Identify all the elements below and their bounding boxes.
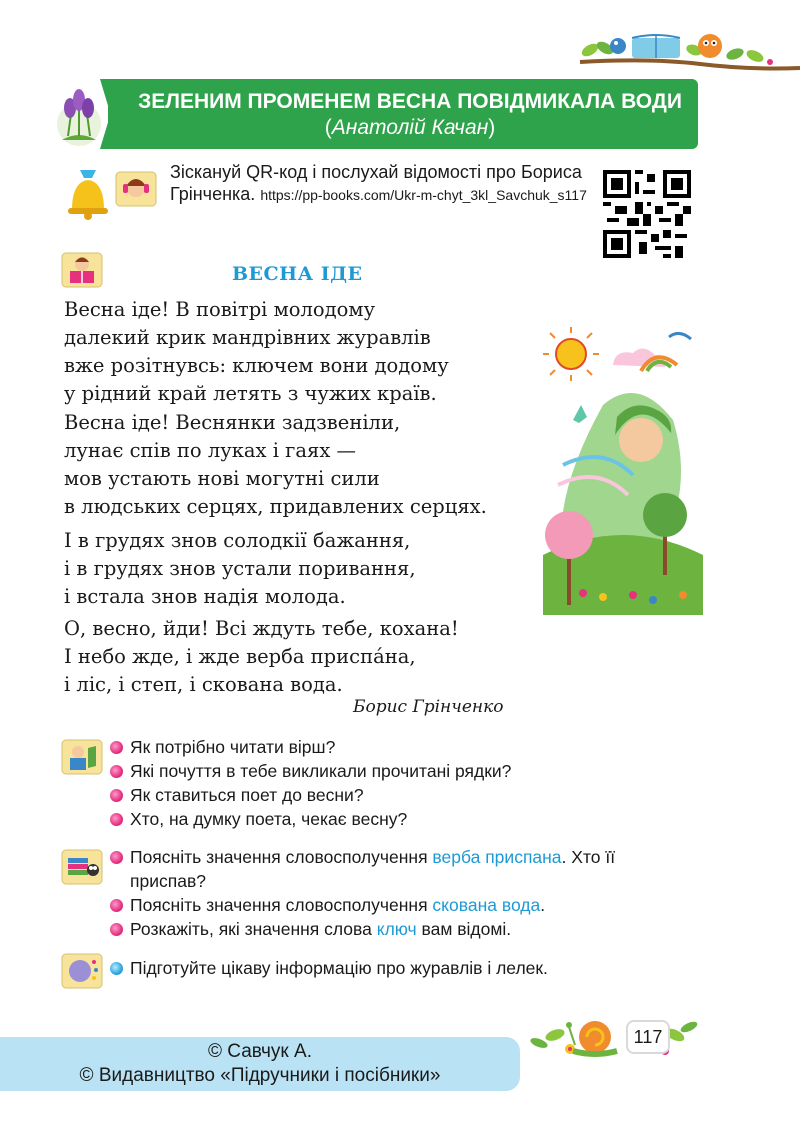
highlight-phrase: верба приспана	[432, 847, 562, 867]
question-item: Як ставиться поет до весни?	[110, 783, 407, 807]
bullet-icon	[110, 962, 123, 975]
task-item: Підготуйте цікаву інформацію про журавлів і лелек.	[110, 956, 548, 980]
poem-line: і ліс, і степ, і скована вода.	[64, 673, 343, 696]
question-list-1	[110, 735, 511, 783]
copyright	[20, 1040, 500, 1088]
poem-line: у рідний край летять з чужих країв.	[64, 382, 437, 405]
poem-line: мов устають нові могутні сили	[64, 467, 380, 490]
highlight-phrase: скована вода	[432, 895, 541, 915]
books-owl-badge-icon	[60, 846, 104, 886]
listen-badge-icon	[114, 168, 158, 208]
bullet-icon	[110, 765, 123, 778]
poem-line: Весна іде! В повітрі молодому	[64, 298, 376, 321]
page-number: 117	[626, 1020, 670, 1054]
copyright-author: © Савчук А.	[208, 1041, 312, 1062]
poem-line: в людських серцях, придавлених серцях.	[64, 495, 487, 518]
bullet-icon	[110, 851, 123, 864]
spring-girl-illustration	[543, 325, 703, 615]
question-item: Як потрібно читати вірш?	[110, 735, 511, 759]
question-item: Поясніть значення словосполучення скована вода.	[110, 893, 615, 917]
reading-badge-icon	[60, 249, 104, 289]
task-badge-icon	[60, 950, 104, 990]
poem-line: і встала знов надія молода.	[64, 585, 346, 608]
poem-stanza	[64, 296, 449, 408]
poem-stanza	[64, 615, 459, 699]
branch-with-books-and-birds-illustration	[570, 30, 800, 80]
poem-line: і в грудях знов устали поривання,	[64, 557, 416, 580]
question-item: Які почуття в тебе викликали прочитані рядки?	[110, 759, 511, 783]
task-list-3	[110, 956, 548, 980]
questions-badge-icon	[60, 736, 104, 776]
qr-instructions	[170, 161, 590, 205]
qr-url[interactable]: https://pp-books.com/Ukr-m-chyt_3kl_Savchuk_s117	[260, 187, 587, 203]
page-title: ЗЕЛЕНИМ ПРОМЕНЕМ ВЕСНА ПОВІДМИКАЛА ВОДИ (Анатолій Качан)	[138, 90, 682, 139]
bell-icon	[62, 166, 114, 222]
bullet-icon	[110, 741, 123, 754]
qr-code-icon[interactable]	[603, 170, 691, 258]
title-author: Анатолій Качан	[331, 116, 489, 139]
question-item: Поясніть значення словосполучення верба приспана. Хто її	[110, 845, 615, 869]
crocus-flowers-icon	[48, 84, 110, 146]
poem-line: О, весно, йди! Всі ждуть тебе, кохана!	[64, 617, 459, 640]
bullet-icon	[110, 923, 123, 936]
poem-line: далекий крик мандрівних журавлів	[64, 326, 431, 349]
poem-line: лунає спів по луках і гаях —	[64, 439, 357, 462]
question-item-continuation: приспав?	[130, 871, 206, 891]
poem-stanza	[64, 527, 416, 611]
qr-text: Зіскануй QR-код і послухай відомості про Бориса Грінченка.	[170, 162, 582, 204]
question-item: Розкажіть, які значення слова ключ вам відомі.	[110, 917, 615, 941]
poem-line: Весна іде! Веснянки задзвеніли,	[64, 411, 401, 434]
bullet-icon	[110, 813, 123, 826]
poem-line: І небо жде, і жде верба приспáна,	[64, 645, 416, 668]
bullet-icon	[110, 899, 123, 912]
question-list-2	[110, 845, 615, 941]
poem-stanza	[64, 409, 487, 521]
snail-flowers-illustration	[525, 1005, 700, 1065]
copyright-publisher: © Видавництво «Підручники і посібники»	[79, 1065, 441, 1086]
poem-author: Борис Грінченко	[353, 697, 504, 717]
poem-title: ВЕСНА ІДЕ	[232, 263, 363, 285]
highlight-phrase: ключ	[376, 919, 417, 939]
bullet-icon	[110, 789, 123, 802]
question-list-1b	[110, 783, 407, 831]
poem-line: І в грудях знов солодкії бажання,	[64, 529, 411, 552]
poem-line: вже розітнувсь: ключем вони додому	[64, 354, 449, 377]
question-item: Хто, на думку поета, чекає весну?	[110, 807, 407, 831]
